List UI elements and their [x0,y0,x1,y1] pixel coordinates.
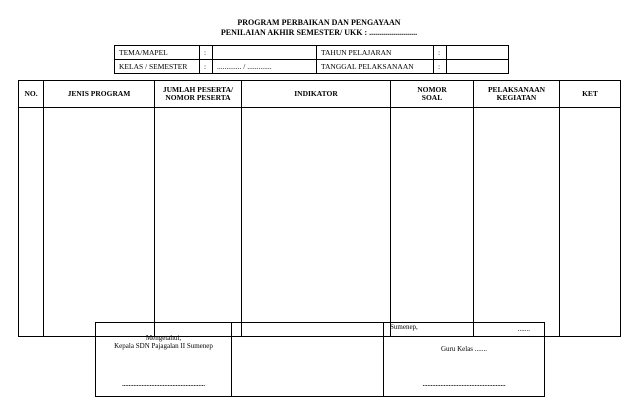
guru-kelas-label: Guru Kelas ....... [440,345,488,353]
program-table [18,80,621,337]
col-jenis-program-header: JENIS PROGRAM [44,81,155,108]
cell-nomor-soal[interactable] [391,108,474,337]
kepala-signature-line: ................................................... [122,381,205,388]
signature-middle-cell [232,323,384,397]
tanggal-value[interactable] [447,60,509,74]
table-header-row [19,81,621,108]
cell-jenis-program[interactable] [44,108,155,337]
table-row [19,108,621,337]
tema-label: TEMA/MAPEL [115,46,200,60]
col-nomor-soal-header [391,81,474,108]
col-indikator-header: INDIKATOR [242,81,391,108]
kepala-sekolah-label: Kepala SDN Pajagalan II Sumenep [114,342,213,350]
signature-table [95,322,545,397]
tanggal-separator: : [434,60,447,74]
col-pelaksanaan-line2: KEGIATAN [496,93,537,102]
tahun-separator: : [434,46,447,60]
tanggal-label: TANGGAL PELAKSANAAN [317,60,434,74]
kelas-label: KELAS / SEMESTER [115,60,200,74]
guru-signature-line: ................................................... [422,381,506,388]
page-subtitle: PENILAIAN AKHIR SEMESTER/ UKK : ........................ [220,28,418,37]
cell-ket[interactable] [560,108,621,337]
col-ket-header: KET [560,81,621,108]
col-jumlah-line1: JUMLAH PESERTA/ [162,85,234,94]
tahun-value[interactable] [447,46,509,60]
kelas-separator: : [200,60,213,74]
info-table [114,45,509,74]
page-title: PROGRAM PERBAIKAN DAN PENGAYAAN [237,18,401,27]
col-jumlah-line2: NOMOR PESERTA [165,93,231,102]
cell-jumlah-peserta[interactable] [155,108,242,337]
col-jumlah-peserta-header [155,81,242,108]
date-label: ....... [517,325,530,333]
signature-left-cell [96,323,232,397]
col-no-header: NO. [19,81,44,108]
tema-separator: : [200,46,213,60]
place-label: Sumenep, [390,323,418,331]
mengetahui-label: Mengetahui, [145,334,182,342]
col-nomor-line1: NOMOR [417,85,447,94]
col-pelaksanaan-line1: PELAKSANAAN [487,85,546,94]
kelas-value[interactable]: ............. / ............. [213,60,317,74]
col-nomor-line2: SOAL [421,93,443,102]
col-pelaksanaan-header [474,81,560,108]
tema-value[interactable] [213,46,317,60]
cell-pelaksanaan[interactable] [474,108,560,337]
cell-no[interactable] [19,108,44,337]
tahun-label: TAHUN PELAJARAN [317,46,434,60]
signature-right-cell [384,323,545,397]
cell-indikator[interactable] [242,108,391,337]
